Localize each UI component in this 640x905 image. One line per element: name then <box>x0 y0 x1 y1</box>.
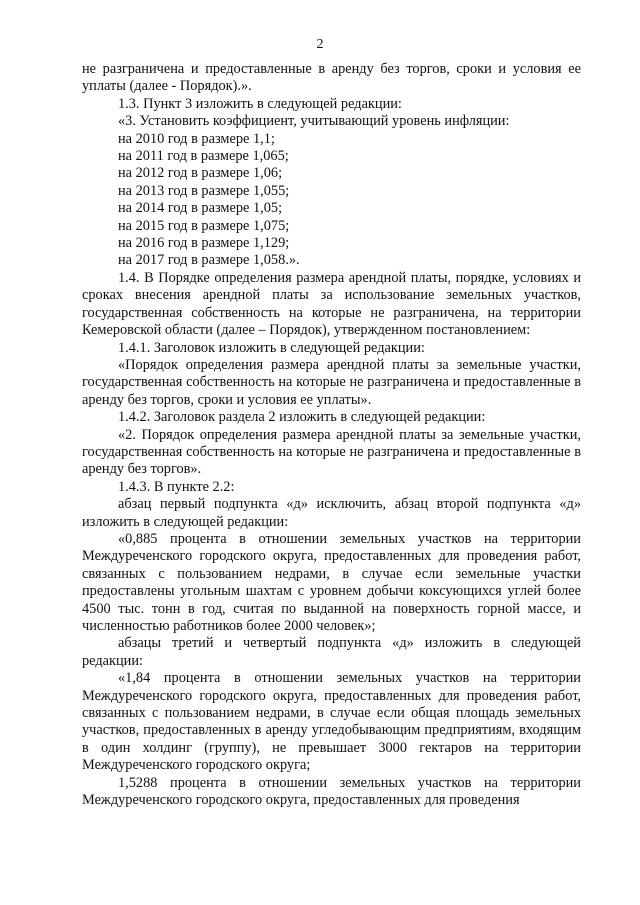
paragraph-continuation: не разграничена и предоставленные в аренду без торгов, сроки и условия ее уплаты (далее - Порядок).». <box>82 61 581 95</box>
paragraph-item-1-3: 1.3. Пункт 3 изложить в следующей редакции: <box>118 95 402 112</box>
paragraph-subitem-d: абзац первый подпункта «д» исключить, абзац второй подпункта «д» изложить в следующей редакции: <box>82 496 581 530</box>
paragraph-quote-184: «1,84 процента в отношении земельных участков на территории Междуреченского городского округа, предоставленных для проведения работ, связанных с пользованием недрами, в случае если общая площадь земельных участков, предоставленных в аренду угледобывающим предприятиям, входящим в один холдинг (группу), не превышает 3000 гектаров на территории Междуреченского городского округа; <box>82 670 581 774</box>
list-item: на 2016 год в размере 1,129; <box>118 235 290 252</box>
list-item: на 2013 год в размере 1,055; <box>118 182 290 199</box>
list-item: на 2017 год в размере 1,058.». <box>118 252 300 269</box>
paragraph-item-1-4-3: 1.4.3. В пункте 2.2: <box>118 478 235 495</box>
paragraph-item-1-4-2: 1.4.2. Заголовок раздела 2 изложить в следующей редакции: <box>118 409 486 426</box>
list-item: на 2012 год в размере 1,06; <box>118 165 283 182</box>
list-item: на 2015 год в размере 1,075; <box>118 217 290 234</box>
list-item: на 2014 год в размере 1,05; <box>118 200 283 217</box>
paragraph-section-2-title: «2. Порядок определения размера арендной платы за земельные участки, государственная собственность на которые не разграничена и предоставленные в аренду без торгов». <box>82 426 581 478</box>
paragraph-item-1-4: 1.4. В Порядке определения размера арендной платы, порядке, условиях и сроках внесения арендной платы за использование земельных участков, государственная собственность на которые не разграничена, на территории Кемеровской области (далее – Порядок), утвержденном постановлением: <box>82 269 581 339</box>
paragraph-quote-0885: «0,885 процента в отношении земельных участков на территории Междуреченского городского округа, предоставленных для проведения работ, связанных с пользованием недрами, в случае если земельные участки предоставлены угольным шахтам с уровнем добычи коксующихся углей более 4500 тыс. тонн в год, считая по выданной на поверхность горной массе, и численностью работников более 2000 человек»; <box>82 530 581 634</box>
paragraph-quote-15288: 1,5288 процента в отношении земельных участков на территории Междуреченского городского округа, предоставленных для проведения <box>82 774 581 809</box>
document-body <box>82 61 581 809</box>
paragraph-coefficient-intro: «3. Установить коэффициент, учитывающий уровень инфляции: <box>118 113 510 130</box>
paragraph-new-title: «Порядок определения размера арендной платы за земельные участки, государственная собственность на которые не разграничена и предоставленные в аренду без торгов, сроки и условия ее уплаты». <box>82 356 581 408</box>
paragraph-item-1-4-1: 1.4.1. Заголовок изложить в следующей редакции: <box>118 339 425 356</box>
inflation-coefficient-list <box>82 131 581 270</box>
paragraph-subitem-d-3-4: абзацы третий и четвертый подпункта «д» изложить в следующей редакции: <box>82 635 581 669</box>
list-item: на 2010 год в размере 1,1; <box>118 130 275 147</box>
page-number: 2 <box>316 37 324 52</box>
list-item: на 2011 год в размере 1,065; <box>118 148 289 165</box>
